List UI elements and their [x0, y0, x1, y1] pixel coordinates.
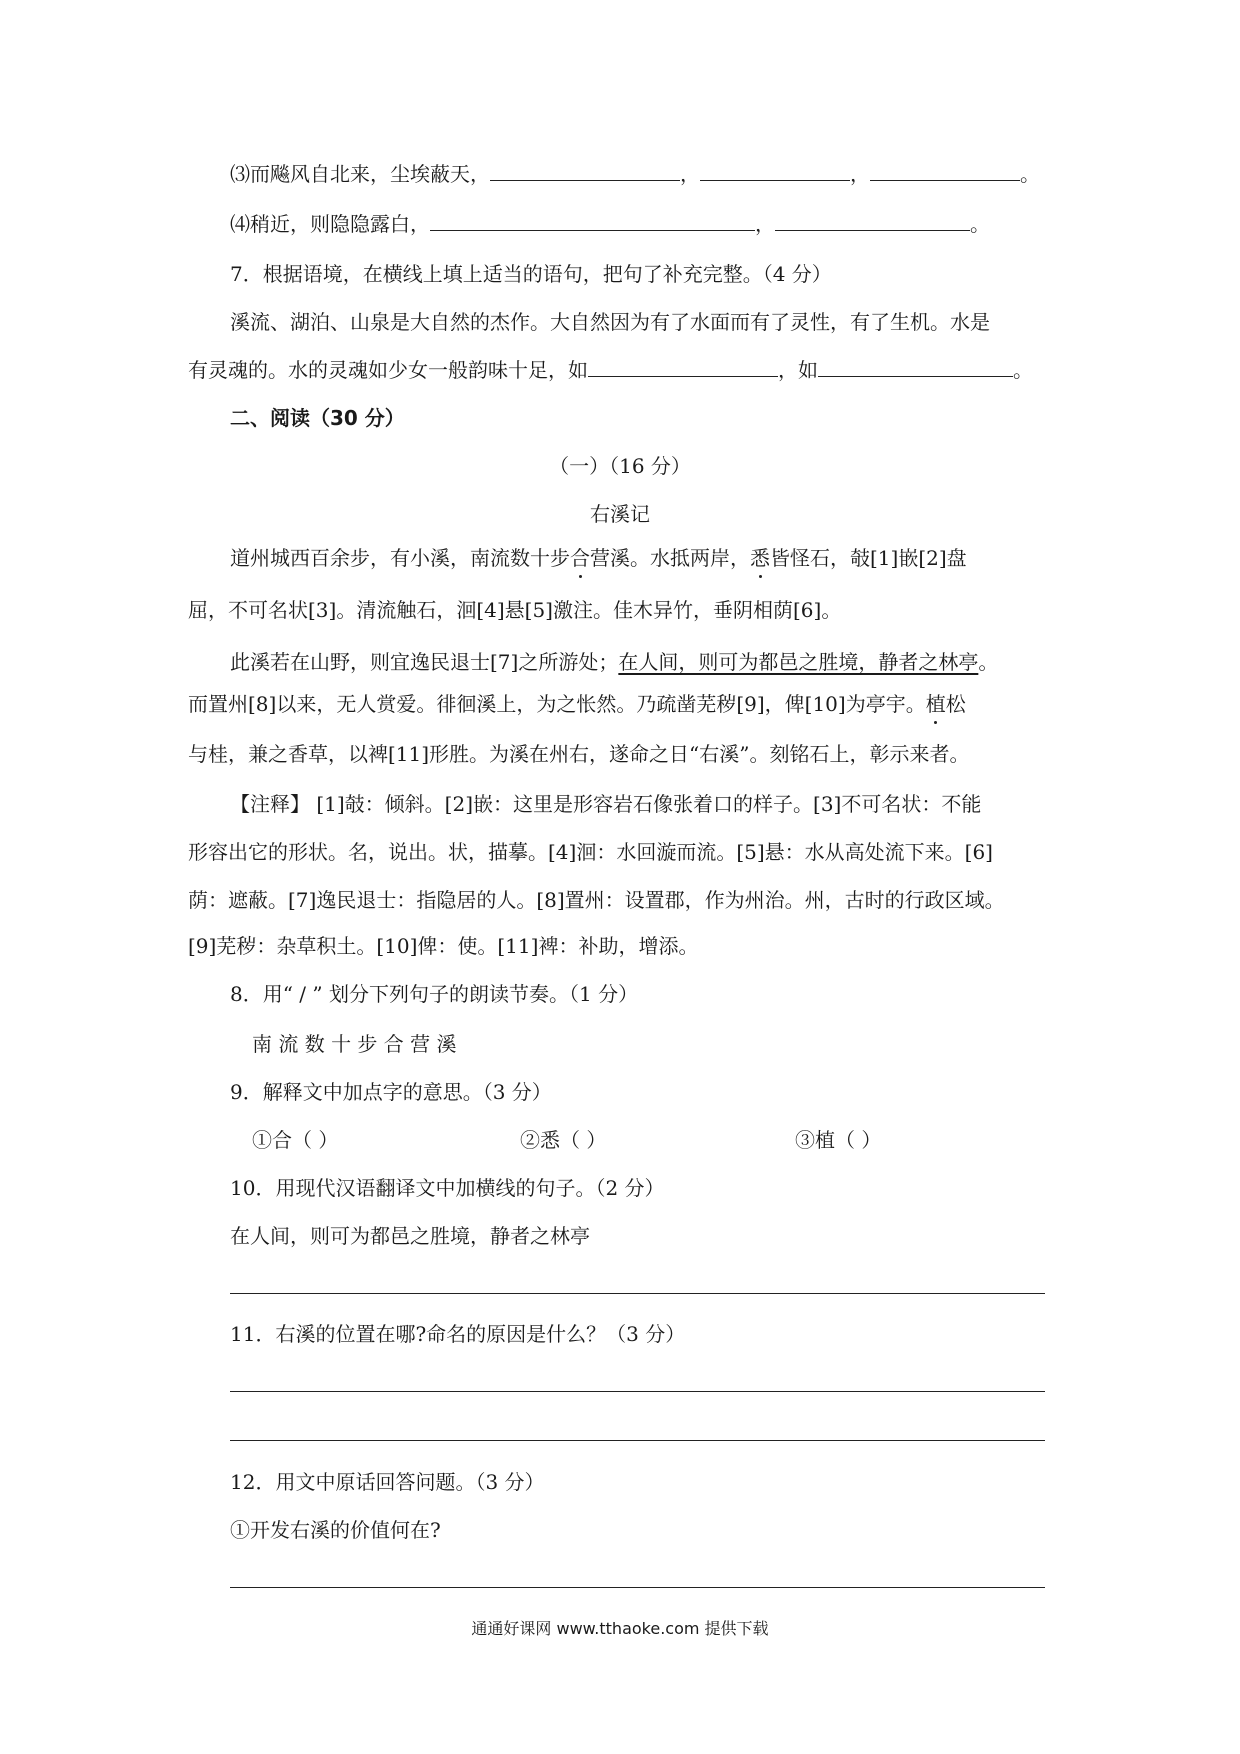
page-footer: 通通好课网 www.tthaoke.com 提供下载	[471, 1619, 769, 1638]
underlined-sentence: 在人间，则可为都邑之胜境，静者之林亭	[618, 650, 979, 674]
section-title: 二、阅读（30 分）	[230, 406, 405, 430]
dotted-char: 植	[925, 692, 946, 716]
answer-line[interactable]	[230, 1587, 1045, 1588]
q7-text: ，如	[778, 358, 818, 382]
q9-item-a[interactable]: ①合（ ）	[252, 1128, 339, 1152]
q12-title: 12．用文中原话回答问题。（3 分）	[230, 1470, 545, 1494]
notes-line3: 荫：遮蔽。[7]逸民退士：指隐居的人。[8]置州：设置郡，作为州治。州，古时的行政区域。	[188, 888, 1005, 912]
answer-blank[interactable]	[588, 356, 778, 377]
q8-title: 8．用“ / ” 划分下列句子的朗读节奏。（1 分）	[230, 982, 639, 1006]
q7-line2	[188, 356, 1033, 384]
punctuation: ，	[850, 162, 870, 186]
q6-4-prefix: ⑷稍近，则隐隐露白，	[230, 212, 430, 236]
q9-item-c[interactable]: ③植（ ）	[795, 1128, 882, 1152]
passage-text: 。	[978, 650, 999, 674]
passage-p2-line2	[188, 690, 966, 718]
passage-title: 右溪记	[590, 502, 650, 526]
answer-line[interactable]	[230, 1391, 1045, 1392]
punctuation: ，	[680, 162, 700, 186]
q12-item-1: ①开发右溪的价值何在?	[230, 1518, 441, 1542]
q7-title: 7．根据语境，在横线上填上适当的语句，把句了补充完整。（4 分）	[230, 262, 832, 286]
passage-p1-line1	[230, 544, 967, 572]
answer-line[interactable]	[230, 1293, 1045, 1294]
q10-sentence: 在人间，则可为都邑之胜境，静者之林亭	[230, 1224, 590, 1248]
q9-title: 9．解释文中加点字的意思。（3 分）	[230, 1080, 552, 1104]
passage-text: 道州城西百余步，有小溪，南流数十步	[230, 546, 570, 570]
answer-blank[interactable]	[490, 160, 680, 181]
punctuation: 。	[970, 212, 990, 236]
q7-line1: 溪流、湖泊、山泉是大自然的杰作。大自然因为有了水面而有了灵性，有了生机。水是	[230, 310, 990, 334]
answer-blank[interactable]	[818, 356, 1013, 377]
dotted-char: 悉	[750, 546, 770, 570]
answer-line[interactable]	[230, 1440, 1045, 1441]
punctuation: 。	[1013, 358, 1033, 382]
q7-text: 有灵魂的。水的灵魂如少女一般韵味十足，如	[188, 358, 588, 382]
q6-4-line	[230, 210, 990, 238]
passage-text: 皆怪石，攲[1]嵌[2]盘	[770, 546, 967, 570]
q10-title: 10．用现代汉语翻译文中加横线的句子。（2 分）	[230, 1176, 665, 1200]
answer-blank[interactable]	[430, 210, 755, 231]
q6-3-line	[230, 160, 1040, 188]
answer-blank[interactable]	[775, 210, 970, 231]
q11-title: 11．右溪的位置在哪?命名的原因是什么？（3 分）	[230, 1322, 686, 1346]
q6-3-prefix: ⑶而飚风自北来，尘埃蔽天，	[230, 162, 490, 186]
passage-text: 而置州[8]以来，无人赏爱。徘徊溪上，为之怅然。乃疏凿芜秽[9]，俾[10]为亭宇。	[188, 692, 926, 716]
passage-text: 此溪若在山野，则宜逸民退士[7]之所游处；	[230, 650, 619, 674]
punctuation: ，	[755, 212, 775, 236]
notes-line1: 【注释】 [1]攲：倾斜。[2]嵌：这里是形容岩石像张着口的样子。[3]不可名状：不能	[230, 792, 982, 816]
q9-item-b[interactable]: ②悉（ ）	[520, 1128, 607, 1152]
passage-text: 松	[945, 692, 966, 716]
passage-text: 营溪。水抵两岸，	[590, 546, 750, 570]
punctuation: 。	[1020, 162, 1040, 186]
q8-sentence: 南 流 数 十 步 合 营 溪	[252, 1032, 457, 1056]
notes-line2: 形容出它的形状。名，说出。状，描摹。[4]洄：水回漩而流。[5]悬：水从高处流下来。[6]	[188, 840, 993, 864]
dotted-char: 合	[570, 546, 590, 570]
answer-blank[interactable]	[700, 160, 850, 181]
passage-p2-line3: 与桂，兼之香草，以裨[11]形胜。为溪在州右，遂命之日“右溪”。刻铭石上，彰示来者。	[188, 742, 970, 766]
passage-p2-line1	[230, 648, 998, 676]
part-title: （一）（16 分）	[549, 454, 691, 478]
notes-line4: [9]芜秽：杂草积土。[10]俾：使。[11]裨：补助，增添。	[188, 934, 699, 958]
passage-p1-line2: 屈，不可名状[3]。清流触石，洄[4]悬[5]激注。佳木异竹，垂阴相荫[6]。	[188, 598, 842, 622]
answer-blank[interactable]	[870, 160, 1020, 181]
